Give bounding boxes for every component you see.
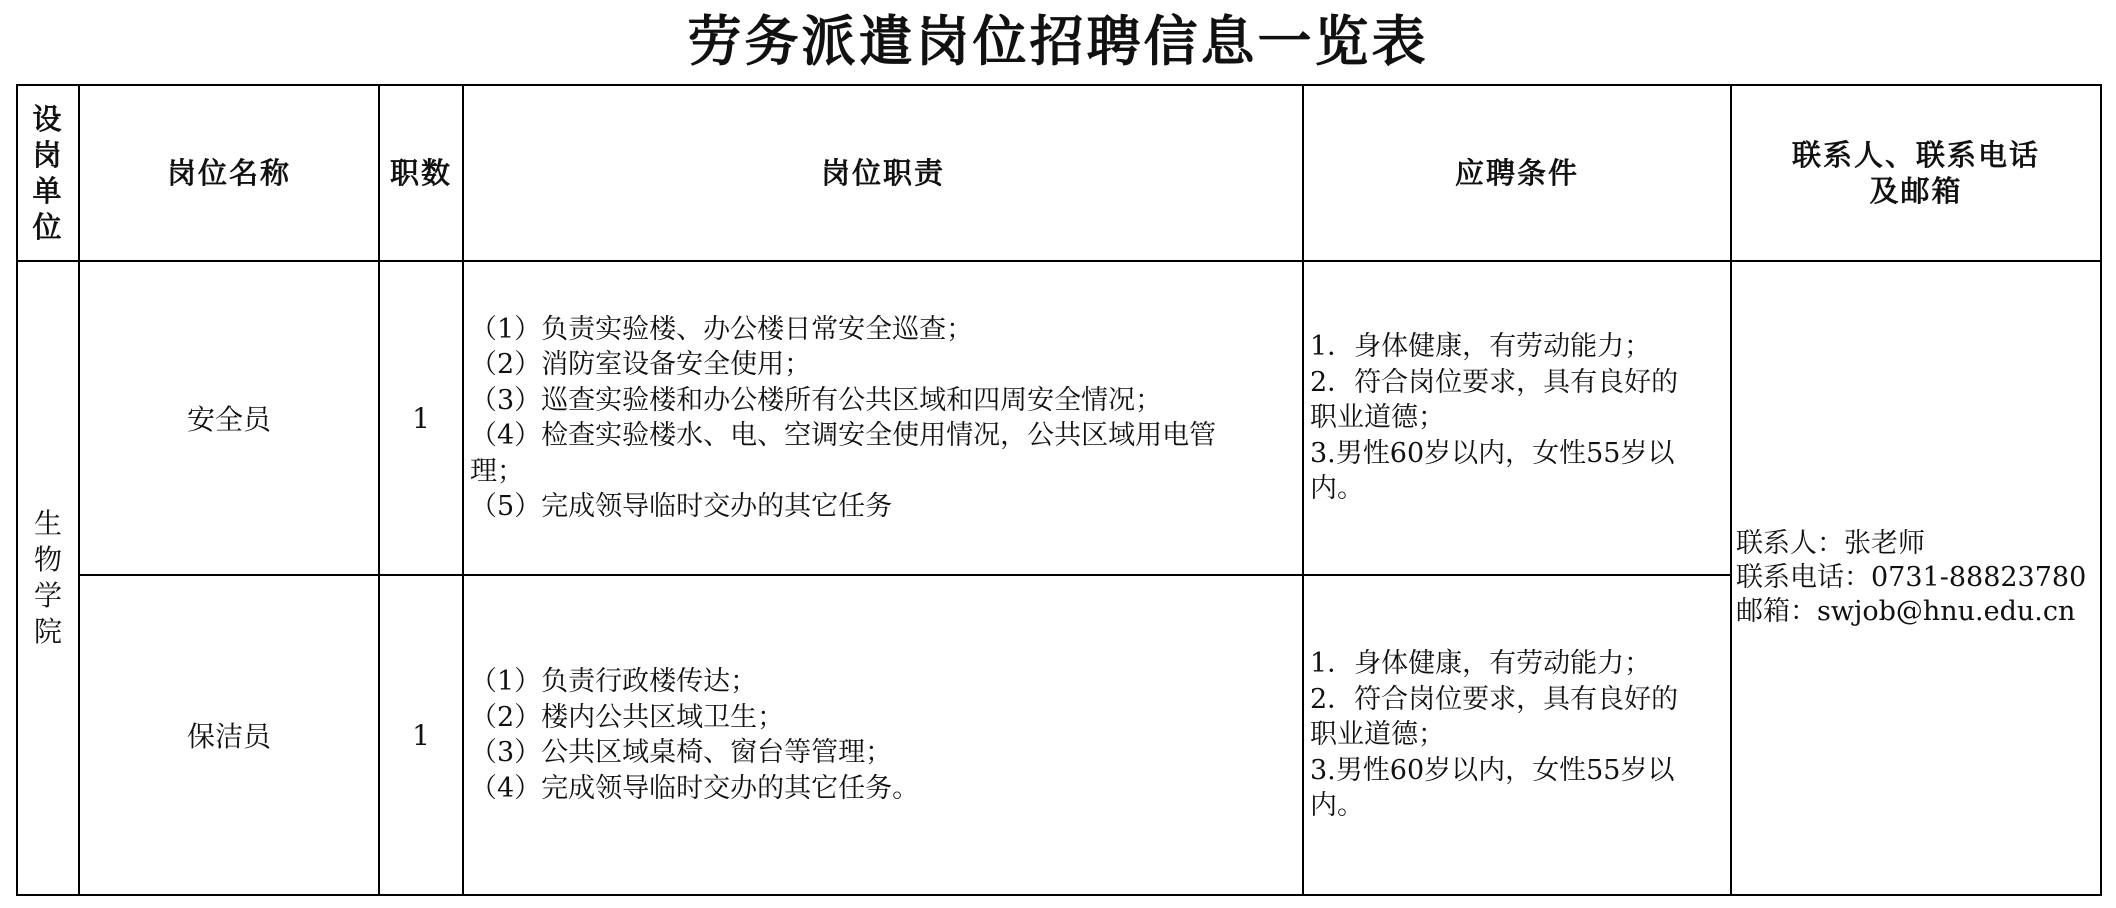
contact-phone: 联系电话：0731-88823780: [1736, 562, 2087, 593]
requirement-line: 3.男性60岁以内，女性55岁以: [1310, 754, 1675, 786]
duty-line: 理；: [470, 455, 524, 487]
duty-line: （2）楼内公共区域卫生；: [470, 701, 785, 733]
unit-char: 院: [33, 615, 62, 648]
header-contact: [1731, 85, 2101, 261]
header-unit-char: 单: [32, 174, 64, 208]
duty-line: （3）公共区域桌椅、窗台等管理；: [470, 737, 893, 768]
duty-line: （2）消防室设备安全使用；: [470, 349, 812, 380]
requirement-line: 1．身体健康，有劳动能力；: [1310, 648, 1652, 680]
unit-char: 生: [33, 507, 62, 540]
recruitment-table: [16, 84, 2102, 896]
header-contact-line: 及邮箱: [1869, 174, 1963, 208]
contact-person: 联系人：张老师: [1736, 528, 1925, 559]
unit-char: 学: [33, 579, 62, 612]
requirement-line: 职业道德；: [1310, 719, 1445, 751]
requirement-line: 3.男性60岁以内，女性55岁以: [1310, 437, 1675, 469]
header-duties: 岗位职责: [463, 85, 1303, 261]
duty-line: （1）负责实验楼、办公楼日常安全巡查；: [470, 313, 974, 345]
position-count-cell: 1: [379, 261, 463, 575]
header-requirements: 应聘条件: [1303, 85, 1731, 261]
position-name-cell: 保洁员: [79, 575, 379, 895]
header-position-name: 岗位名称: [79, 85, 379, 261]
contact-email: 邮箱：swjob@hnu.edu.cn: [1736, 596, 2076, 627]
header-contact-line: 联系人、联系电话: [1791, 138, 2040, 172]
duty-line: （4）检查实验楼水、电、空调安全使用情况，公共区域用电管: [470, 420, 1217, 451]
duties-cell: [463, 261, 1303, 575]
position-name-cell: 安全员: [79, 261, 379, 575]
duty-line: （5）完成领导临时交办的其它任务: [470, 491, 893, 522]
header-unit: [17, 85, 79, 261]
requirements-cell: [1303, 575, 1731, 895]
page-title: 劳务派遣岗位招聘信息一览表: [687, 9, 1429, 73]
unit-cell: [17, 261, 79, 895]
header-unit-char: 岗: [32, 138, 64, 172]
header-unit-char: 位: [32, 210, 64, 244]
header-count: 职数: [379, 85, 463, 261]
header-row: [17, 85, 2101, 261]
position-count-cell: 1: [379, 575, 463, 895]
unit-char: 物: [33, 543, 62, 576]
requirements-cell: [1303, 261, 1731, 575]
contact-cell: [1731, 261, 2101, 895]
requirement-line: 职业道德；: [1310, 402, 1445, 434]
requirement-line: 2．符合岗位要求，具有良好的: [1310, 683, 1679, 715]
duty-line: （4）完成领导临时交办的其它任务。: [470, 772, 920, 804]
requirement-line: 1．身体健康，有劳动能力；: [1310, 331, 1652, 363]
requirement-line: 内。: [1310, 790, 1364, 822]
requirement-line: 2．符合岗位要求，具有良好的: [1310, 366, 1679, 398]
duty-line: （1）负责行政楼传达；: [470, 666, 758, 697]
table-row: [17, 261, 2101, 575]
duty-line: （3）巡查实验楼和办公楼所有公共区域和四周安全情况；: [470, 384, 1163, 416]
header-unit-char: 设: [32, 102, 64, 136]
requirement-line: 内。: [1310, 473, 1364, 505]
duties-cell: [463, 575, 1303, 895]
